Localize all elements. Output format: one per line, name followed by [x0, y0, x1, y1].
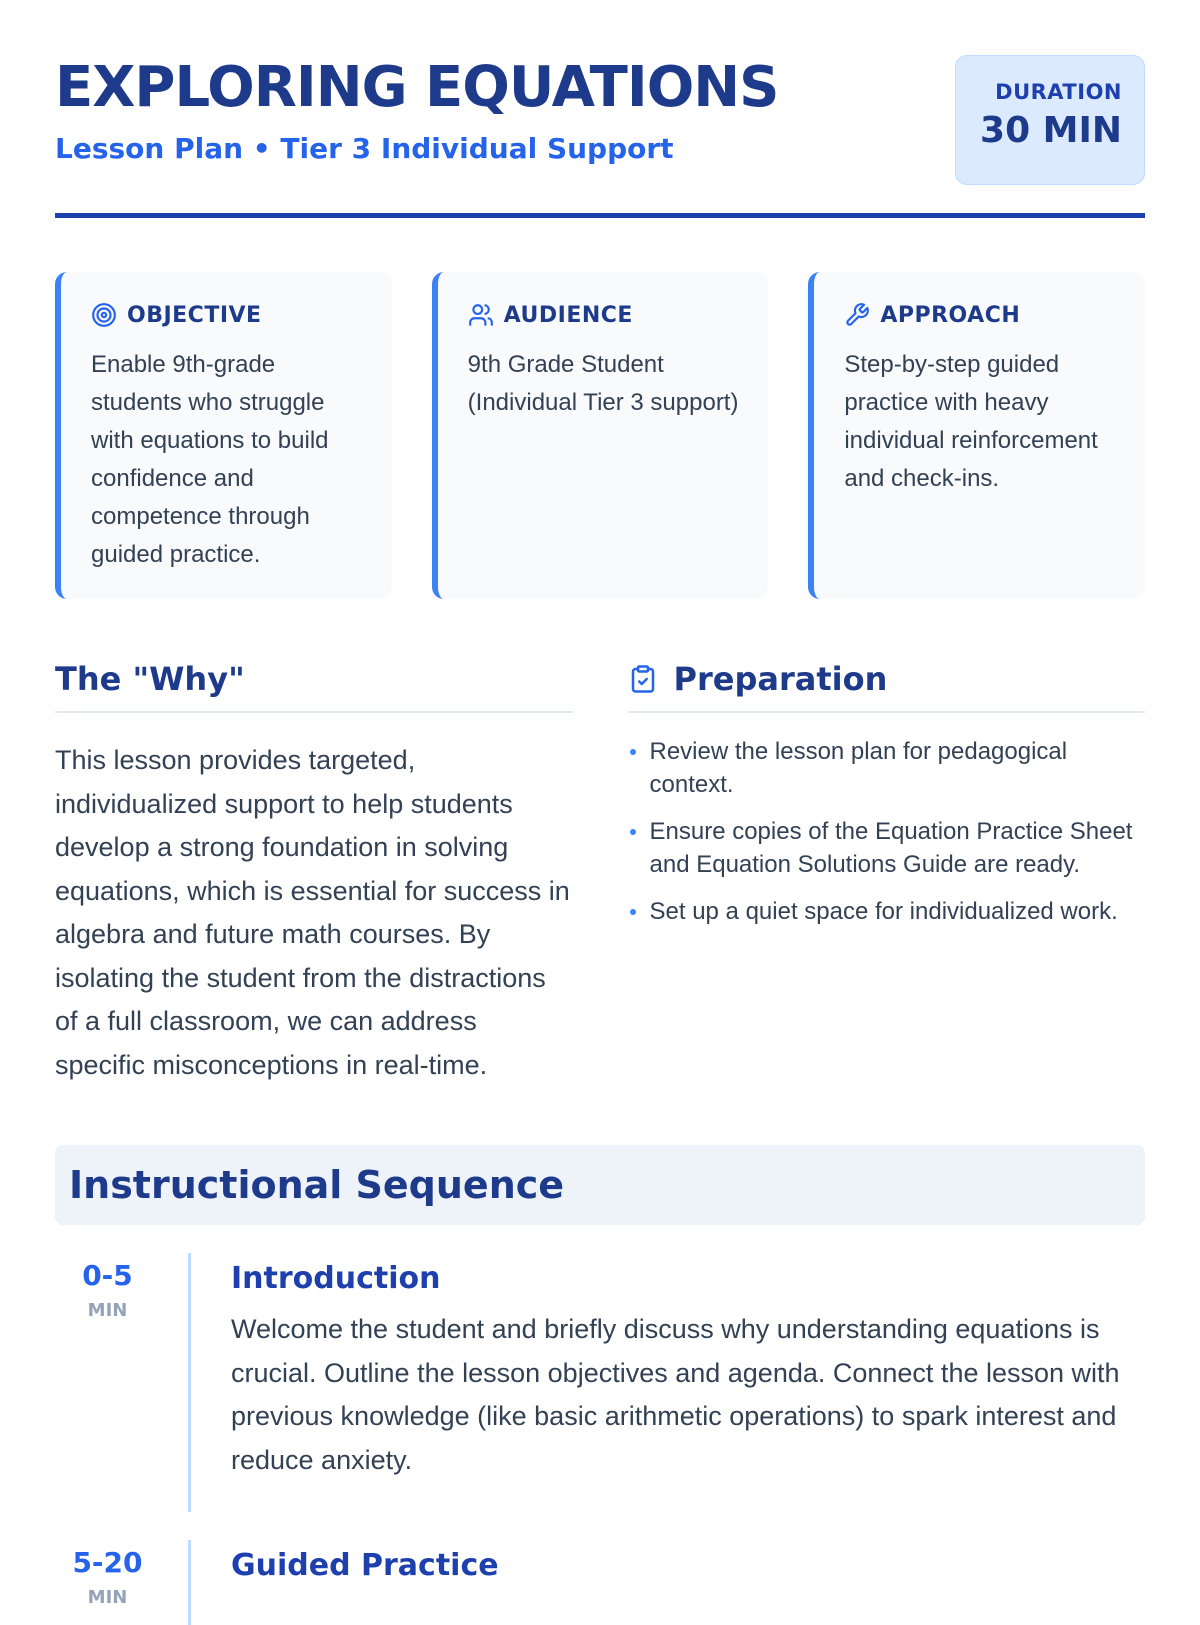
page-title: EXPLORING EQUATIONS [55, 55, 779, 120]
sequence-step [55, 1253, 1145, 1512]
list-item: Review the lesson plan for pedagogical context. [628, 735, 1146, 801]
step-body [188, 1540, 1145, 1625]
sequence-header [55, 1145, 1145, 1225]
target-icon [91, 302, 117, 328]
why-text: This lesson provides targeted, individualized support to help students develop a strong foundation in solving equations, which is essential for success in algebra and future math courses. By isolating the student from the distractions of a full classroom, we can address specific misconceptions in real-time. [55, 745, 570, 1080]
why-header [55, 657, 573, 713]
objective-card [55, 272, 392, 599]
objective-card-header [91, 302, 364, 328]
approach-title: APPROACH [880, 302, 1021, 328]
step-time [55, 1253, 160, 1512]
step-title: Introduction [231, 1261, 441, 1296]
page-subtitle: Lesson Plan • Tier 3 Individual Support [55, 132, 674, 165]
preparation-section [628, 657, 1146, 1087]
step-title: Guided Practice [231, 1548, 499, 1583]
duration-badge [955, 55, 1145, 185]
why-title: The "Why" [55, 660, 245, 698]
why-section [55, 657, 573, 1087]
step-range: 5-20 [72, 1546, 143, 1579]
objective-text: Enable 9th-grade students who struggle with equations to build confidence and competence through guided practice. [91, 351, 329, 568]
wrench-icon [844, 302, 870, 328]
audience-card [432, 272, 769, 599]
step-text: Welcome the student and briefly discuss why understanding equations is crucial. Outline the lesson objectives and agenda. Connect the lesson with previous knowledge (like basic arithmetic operations) to spark interest and reduce anxiety. [231, 1314, 1120, 1475]
step-range: 0-5 [82, 1259, 133, 1292]
step-unit: MIN [87, 1587, 128, 1608]
audience-title: AUDIENCE [503, 302, 633, 328]
list-item: Ensure copies of the Equation Practice Sheet and Equation Solutions Guide are ready. [628, 815, 1146, 881]
why-preparation-section [55, 657, 1145, 1087]
approach-card [808, 272, 1145, 599]
preparation-title: Preparation [673, 660, 888, 698]
step-unit: MIN [87, 1300, 128, 1321]
preparation-header [628, 657, 1146, 713]
objective-title: OBJECTIVE [127, 302, 262, 328]
page-header [55, 0, 1145, 218]
list-item: Set up a quiet space for individualized work. [628, 895, 1146, 928]
audience-card-header [468, 302, 741, 328]
duration-value: 30 MIN [980, 110, 1122, 151]
audience-text: 9th Grade Student (Individual Tier 3 support) [467, 351, 739, 416]
approach-text: Step-by-step guided practice with heavy individual reinforcement and check-ins. [844, 351, 1098, 492]
step-time [55, 1540, 160, 1625]
clipboard-check-icon [628, 664, 658, 694]
duration-label: DURATION [995, 80, 1122, 104]
approach-card-header [844, 302, 1117, 328]
sequence-title: Instructional Sequence [69, 1163, 565, 1207]
step-body [188, 1253, 1145, 1512]
users-icon [468, 302, 494, 328]
preparation-list [628, 735, 1146, 928]
sequence-step [55, 1540, 1145, 1625]
summary-cards [55, 272, 1145, 599]
